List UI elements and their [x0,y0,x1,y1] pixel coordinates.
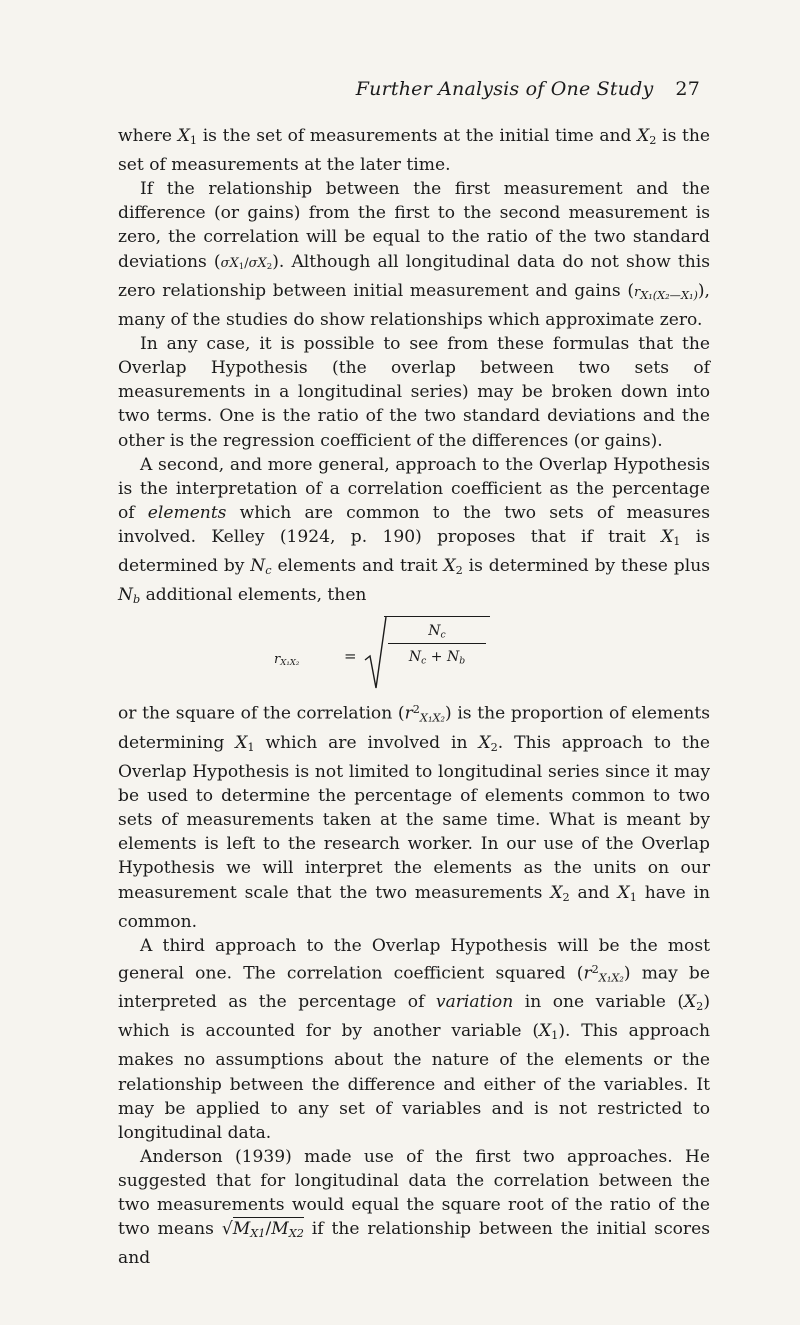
math-glyph: X2 [288,1227,304,1241]
formula-fraction [384,616,490,673]
paragraph-1: where $X_1$ is the set of measurements at the initial time and $X_2$ is the set of measurements at the later time. [118,126,710,175]
running-header [356,78,700,100]
formula-equals: = [344,647,357,666]
kelley-formula [118,612,710,698]
body-text [118,124,710,1271]
emphasis-elements: elements [147,503,227,524]
paragraph-7: Anderson (1939) made use of the first two approaches. He suggested that for longitudinal data the correlation between the two measurements would equal the square root of the ratio of the two means $√M_{X1}/M_{X2}$ if the relationship between the initial scores and [118,1146,710,1269]
paragraph-5: or the square of the correlation $(r^2_{X_1X_2})$ is the proportion of elements determining $X_1$ which are involved in $X_2$. This approach to the Overlap Hypothesis is not limited to longitudinal series since it may be used to determine the percentage of elements common to two sets of measurements taken at the same time. What is meant by elements is left to the research worker. In our use of the Overlap Hypothesis we will interpret the elements as the units on our measurement scale that the two measurements $X_2$ and $X_1$ have in common. [118,703,711,932]
math-glyph: M [271,1219,289,1240]
math-glyph: M [232,1219,251,1240]
page-number: 27 [675,78,700,100]
paragraph-6: A third approach to the Overlap Hypothesis will be the most general one. The correlation coefficient squared $(r^2_{X_1X_2})$ may be interpreted as the percentage of variation in one variable $(X_2)$ which is accounted for by another variable $(X_1)$. This approach makes no assumptions about the nature of the elements or the relationship between the difference and either of the variables. It may be applied to any set of variables and is not restricted to longitudinal data. [118,935,710,1143]
paragraph-4: A second, and more general, approach to the Overlap Hypothesis is the interpretation of a correlation coefficient as the percentage of elements which are common to the two sets of measures involved. Kelley (1924, p. 190) proposes that if trait $X_1$ is determined by $N_c$ elements and trait $X_2$ is determined by these plus $N_b$ additional elements, then [118,454,711,607]
math-glyph: X1 [250,1227,266,1241]
paragraph-3: In any case, it is possible to see from these formulas that the Overlap Hypothesis (the overlap between two sets of measurements in a longitudinal series) may be broken down into two terms. One is the ratio of the two standard deviations and the other is the regression coefficient of the differences (or gains). [118,334,710,451]
chapter-title: Further Analysis of One Study [355,78,654,100]
formula-denominator: $N_c + N_b$ [408,649,466,667]
paragraph-2: If the relationship between the first measurement and the difference (or gains) from the first to the second measurement is zero, the correlation will be equal to the ratio of the two standard deviations $(\sigma X_1/\sigma X_2)$. Although all longitudinal data do not show this zero relationship between initial measurement and gains $(r_{X_1(X_2—X_1)})$, many of the studies do show relationships which approximate zero. [118,179,710,330]
emphasis-variation: variation [435,992,514,1013]
formula-numerator: $N_c$ [428,623,446,641]
formula-lhs: $r_{X_1X_2}$ [274,652,300,669]
math-glyph: / [265,1219,272,1240]
